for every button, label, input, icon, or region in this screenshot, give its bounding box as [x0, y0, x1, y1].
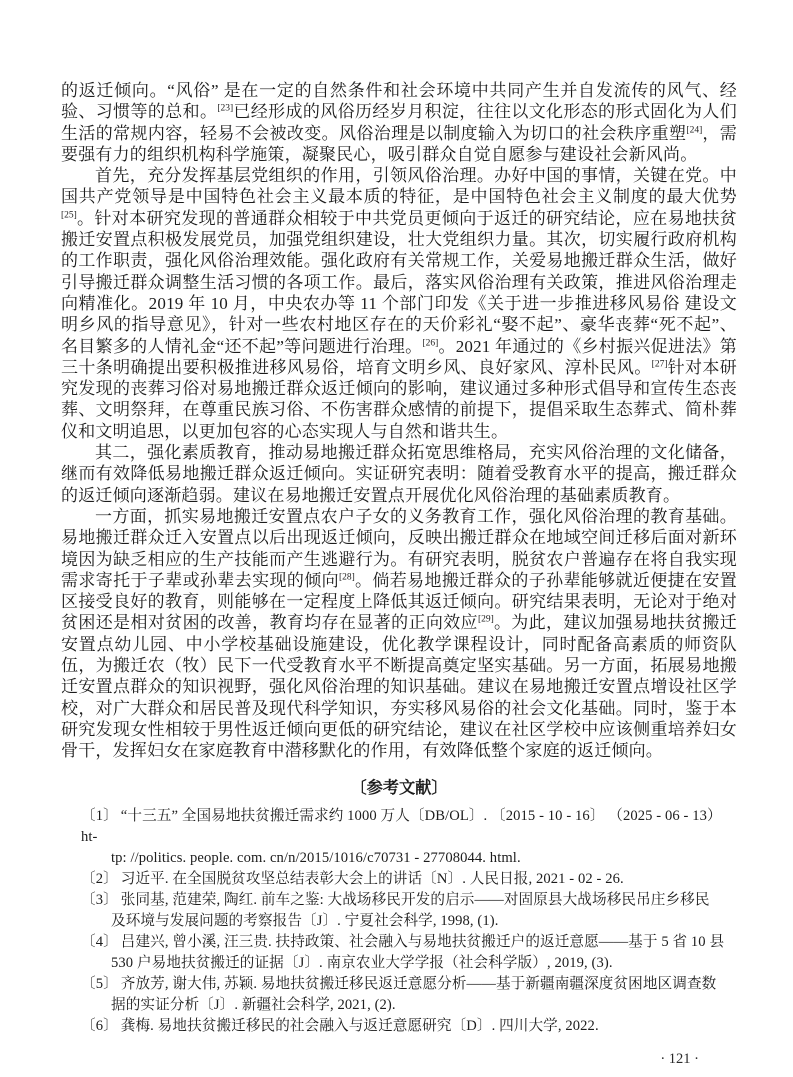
- reference-line: 〔4〕 吕建兴, 曾小溪, 汪三贵. 扶持政策、社会融入与易地扶贫搬迁户的返迁意愿——基于 5 省 10 县: [81, 933, 725, 950]
- reference-line-continuation: tp: //politics. people. com. cn/n/2015/1016/c70731 - 27708044. html.: [111, 849, 521, 866]
- reference-line: 〔1〕 “十三五” 全国易地扶贫搬迁需求约 1000 万人〔DB/OL〕. 〔2015 - 10 - 16〕 （2025 - 06 - 13） ht-: [81, 807, 722, 845]
- reference-number: 〔3〕: [81, 891, 118, 908]
- page-content: [61, 80, 737, 1069]
- citation-superscript: [27]: [651, 359, 668, 370]
- reference-item: [81, 932, 737, 974]
- reference-line-continuation: 及环境与发展问题的考察报告〔J〕. 宁夏社会科学, 1998, (1).: [111, 912, 499, 929]
- reference-line: 〔5〕 齐放芳, 谢大伟, 苏颖. 易地扶贫搬迁移民返迁意愿分析——基于新疆南疆深度贫困地区调查数: [81, 975, 717, 992]
- paragraph: 首先，充分发挥基层党组织的作用，引领风俗治理。办好中国的事情，关键在党。中国共产党领导是中国特色社会主义最本质的特征，是中国特色社会主义制度的最大优势[25]。针对本研究发现的普通群众相较于中共党员更倾向于返迁的研究结论，应在易地扶贫搬迁安置点积极发展党员，加强党组织建设，壮大党组织力量。其次，切实履行政府机构的工作职责，强化风俗治理效能。强化政府有关常规工作，关爱易地搬迁群众生活，做好引导搬迁群众调整生活习惯的各项工作。最后，落实风俗治理有关政策，推进风俗治理走向精准化。2019 年 10 月，中央农办等 11 个部门印发《关于进一步推进移风易俗 建设文明乡风的指导意见》，针对一些农村地区存在的天价彩礼“娶不起”、豪华丧葬“死不起”、名目繁多的人情礼金“还不起”等问题进行治理。[26]。2021 年通过的《乡村振兴促进法》第三十条明确提出要积极推进移风易俗，培育文明乡风、良好家风、淳朴民风。[27]针对本研究发现的丧葬习俗对易地搬迁群众返迁倾向的影响，建议通过多种形式倡导和宣传生态丧葬、文明祭拜，在尊重民族习俗、不伤害群众感情的前提下，提倡采取生态葬式、简朴葬仪和文明追思，以更加包容的心态实现人与自然和谐共生。: [61, 166, 738, 441]
- citation-superscript: [23]: [217, 103, 234, 114]
- citation-superscript: [26]: [422, 337, 439, 348]
- citation-superscript: [28]: [338, 572, 355, 583]
- paragraph: 的返迁倾向。“风俗” 是在一定的自然条件和社会环境中共同产生并自发流传的风气、经验、习惯等的总和。[23]已经形成的风俗历经岁月积淀，往往以文化形态的形式固化为人们生活的常规内容，轻易不会被改变。风俗治理是以制度输入为切口的社会秩序重塑[24]，需要强有力的组织机构科学施策，凝聚民心，吸引群众自觉自愿参与建设社会新风尚。: [61, 81, 737, 164]
- reference-line: 〔2〕 习近平. 在全国脱贫攻坚总结表彰大会上的讲话〔N〕. 人民日报, 2021 - 02 - 26.: [81, 870, 624, 887]
- reference-line-continuation: 530 户易地扶贫搬迁的证据〔J〕. 南京农业大学学报（社会科学版）, 2019, (3).: [111, 954, 613, 971]
- reference-line-continuation: 据的实证分析〔J〕. 新疆社会科学, 2021, (2).: [111, 996, 396, 1013]
- citation-superscript: [24]: [686, 124, 703, 135]
- reference-line: 〔3〕 张同基, 范建荣, 陶红. 前车之鉴: 大战场移民开发的启示——对固原县大战场移民吊庄乡移民: [81, 891, 710, 908]
- body-text: [61, 80, 737, 762]
- reference-number: 〔1〕: [81, 807, 118, 824]
- page-number: · 121 ·: [660, 1050, 699, 1067]
- reference-item: [81, 974, 737, 1016]
- reference-number: 〔4〕: [81, 933, 118, 950]
- citation-superscript: [25]: [61, 210, 77, 221]
- references-header: 〔参考文献〕: [350, 778, 448, 797]
- paragraph: 一方面，抓实易地搬迁安置点农户子女的义务教育工作，强化风俗治理的教育基础。易地搬迁群众迁入安置点以后出现返迁倾向，反映出搬迁群众在地域空间迁移后面对新环境因为缺乏相应的生产技能而产生逃避行为。有研究表明，脱贫农户普遍存在将自我实现需求寄托于子辈或孙辈去实现的倾向[28]。倘若易地搬迁群众的子孙辈能够就近便捷在安置区接受良好的教育，则能够在一定程度上降低其返迁倾向。研究结果表明，无论对于绝对贫困还是相对贫困的改善，教育均存在显著的正向效应[29]。为此，建议加强易地扶贫搬迁安置点幼儿园、中小学校基础设施建设，优化教学课程设计，同时配备高素质的师资队伍，为搬迁农（牧）民下一代受教育水平不断提高奠定坚实基础。另一方面，拓展易地搬迁安置点群众的知识视野，强化风俗治理的知识基础。建议在易地搬迁安置点增设社区学校，对广大群众和居民普及现代科学知识，夯实移风易俗的社会文化基础。同时，鉴于本研究发现女性相较于男性返迁倾向更低的研究结论，建议在社区学校中应该侧重培养妇女骨干，发挥妇女在家庭教育中潜移默化的作用，有效降低整个家庭的返迁倾向。: [61, 506, 737, 761]
- reference-number: 〔5〕: [81, 975, 118, 992]
- citation-superscript: [29]: [477, 614, 494, 625]
- reference-line: 〔6〕 龚梅. 易地扶贫搬迁移民的社会融入与返迁意愿研究〔D〕. 四川大学, 2022.: [81, 1017, 599, 1034]
- reference-item: [81, 1016, 737, 1037]
- reference-list: [61, 806, 737, 1037]
- reference-item: [81, 806, 737, 869]
- reference-number: 〔2〕: [81, 870, 118, 887]
- paragraph: 其二，强化素质教育，推动易地搬迁群众拓宽思维格局，充实风俗治理的文化储备，继而有效降低易地搬迁群众返迁倾向。实证研究表明：随着受教育水平的提高，搬迁群众的返迁倾向逐渐趋弱。建议在易地搬迁安置点开展优化风俗治理的基础素质教育。: [61, 443, 737, 505]
- reference-number: 〔6〕: [81, 1017, 118, 1034]
- reference-item: [81, 890, 737, 932]
- reference-item: [81, 869, 737, 890]
